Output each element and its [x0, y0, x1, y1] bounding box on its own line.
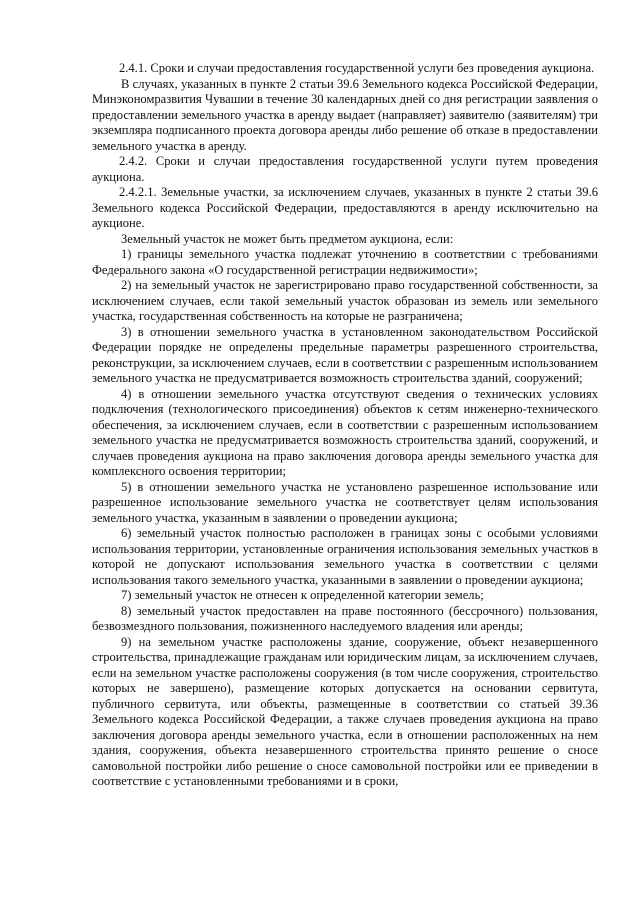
paragraph: Земельный участок не может быть предметом аукциона, если: [121, 231, 454, 246]
list-item: 6) земельный участок полностью расположен в границах зоны с особыми условиями использования территории, установленные ограничения использования земельных участков в которой не допускают использования земельного участка в соответствии с целями использования такого земельного участка, указанными в заявлении о проведении аукциона; [92, 526, 598, 587]
list-item: 5) в отношении земельного участка не установлено разрешенное использование или разрешенное использование земельного участка не соответствует целям использования земельного участка, указанным в заявлении о проведении аукциона; [92, 479, 598, 525]
list-item: 3) в отношении земельного участка в установленном законодательством Российской Федерации порядке не определены предельные параметры разрешенного строительства, реконструкции, за исключением случаев, если в соответствии с разрешенным использованием земельного участка не предусматривается возможность строительства зданий, сооружений; [92, 324, 598, 385]
list-item: 7) земельный участок не отнесен к определенной категории земель; [121, 588, 484, 602]
list-item: 2) на земельный участок не зарегистрировано право государственной собственности, за исключением случаев, если такой земельный участок образован из земель или земельного участка, государственная собственность на которые не разграничена; [92, 278, 598, 323]
list-item: 4) в отношении земельного участка отсутствуют сведения о технических условиях подключения (технологического присоединения) объектов к сетям инженерно-технического обеспечения, за исключением случаев, если в соответствии с разрешенным использованием земельного участка не предусматривается возможность строительства зданий, сооружений, и случаев проведения аукциона на право заключения договора аренды земельного участка для комплексного освоения территории; [92, 386, 598, 478]
list-item: 9) на земельном участке расположены здание, сооружение, объект незавершенного строительства, принадлежащие гражданам или юридическим лицам, за исключением случаев, если на земельном участке расположены сооружения (в том числе сооружения, строительство которых не завершено), размещение которых допускается на основании сервитута, публичного сервитута, или объекты, размещенные в соответствии со статьей 39.36 Земельного кодекса Российской Федерации, а также случаев проведения аукциона на право заключения договора аренды земельного участка, если в отношении расположенных на нем здания, сооружения, объекта незавершенного строительства принято решение о сносе самовольной постройки либо решение о сносе самовольной постройки или ее приведении в соответствие с установленными требованиями и в сроки, [92, 634, 598, 788]
paragraph: В случаях, указанных в пункте 2 статьи 39.6 Земельного кодекса Российской Федерации, Минэкономразвития Чувашии в течение 30 календарных дней со дня регистрации заявления о предоставлении земельного участка в аренду выдает (направляет) заявителю (заявителям) три экземпляра подписанного проекта договора аренды либо решение об отказе в предоставлении земельного участка в аренду. [92, 76, 598, 153]
paragraph-2-4-2-1: 2.4.2.1. Земельные участки, за исключением случаев, указанных в пункте 2 статьи 39.6 Земельного кодекса Российской Федерации, предоставляются в аренду исключительно на аукционе. [92, 185, 598, 230]
list-item: 8) земельный участок предоставлен на праве постоянного (бессрочного) пользования, безвозмездного пользования, пожизненного наследуемого владения или аренды; [92, 603, 598, 633]
list-item: 1) границы земельного участка подлежат уточнению в соответствии с требованиями Федерального закона «О государственной регистрации недвижимости»; [92, 247, 598, 277]
paragraph-2-4-1: 2.4.1. Сроки и случаи предоставления государственной услуги без проведения аукциона. [119, 61, 595, 75]
document-body [92, 61, 598, 790]
paragraph-2-4-2: 2.4.2. Сроки и случаи предоставления государственной услуги путем проведения аукциона. [92, 154, 598, 184]
